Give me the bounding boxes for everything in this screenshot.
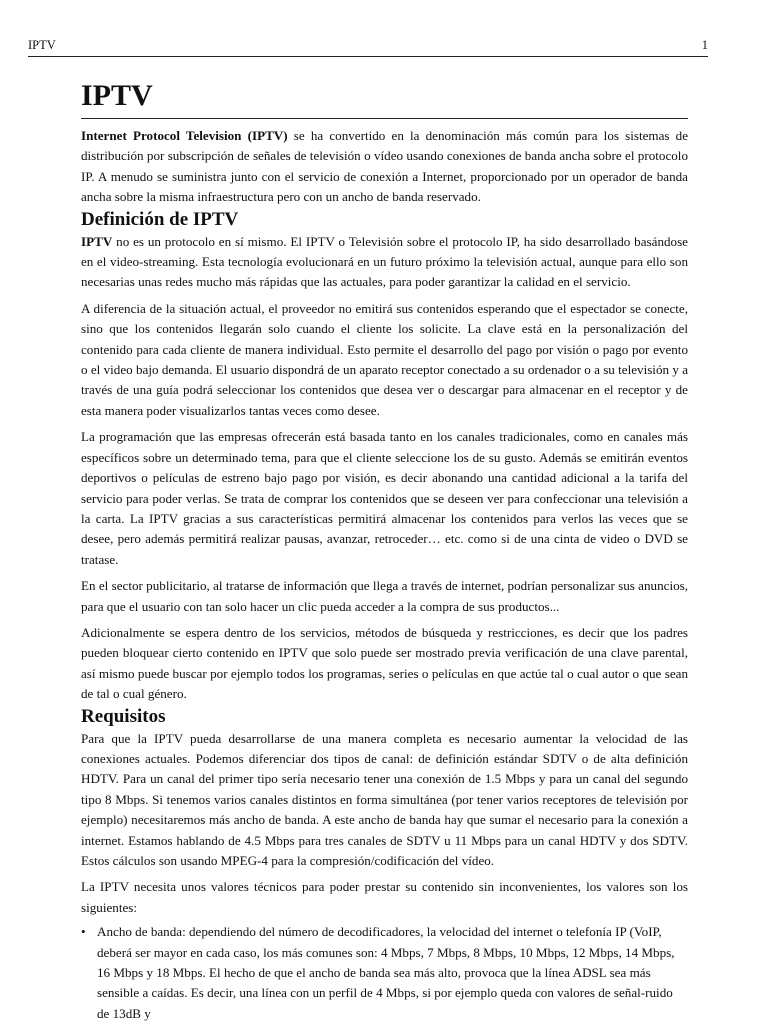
running-header <box>28 38 708 57</box>
intro-paragraph <box>81 126 688 208</box>
definition-bold-term: IPTV <box>81 233 113 249</box>
definition-paragraph-3: La programación que las empresas ofrecerán está basada tanto en los canales tradicionales, como en canales más específicos sobre un determinado tema, para que el cliente seleccione los de su gusto. Además se emitirán eventos deportivos o películas de estreno bajo pago por visión, es decir abonando una cantidad adicional a la tarifa del servicio para poder verlas. Se trata de comprar los contenidos que se deseen ver para confeccionar una televisión a la carta. La IPTV gracias a sus características permitirá almacenar los contenidos para verlos las veces que se desee, pero además permitirá realizar pausas, avanzar, retroceder… etc. como si de una cinta de video o DVD se tratase. <box>81 429 688 567</box>
intro-bold-term: Internet Protocol Television (IPTV) <box>81 128 288 143</box>
definition-paragraph-4: En el sector publicitario, al tratarse de información que llega a través de internet, podrían personalizar sus anuncios, para que el usuario con tan solo hacer un clic pueda acceder a la compra de sus productos... <box>81 578 688 614</box>
definition-paragraph-5: Adicionalmente se espera dentro de los servicios, métodos de búsqueda y restricciones, es decir que los padres pueden bloquear cierto contenido en IPTV que solo puede ser mostrado previa verificación de una clave parental, así mismo puede buscar por ejemplo todos los programas, series o películas en que actúe tal o cual autor o que sean de tal o cual género. <box>81 624 688 702</box>
requirements-paragraph-2: La IPTV necesita unos valores técnicos para poder prestar su contenido sin inconvenientes, los valores son los siguientes: <box>81 879 688 915</box>
requirements-list <box>81 922 688 1024</box>
section-heading-requirements: Requisitos <box>81 705 166 727</box>
intro-text: se ha convertido en la denominación más común para los sistemas de distribución por subscripción de señales de televisión o vídeo usando conexiones de banda ancha sobre el protocolo IP. A menudo se suministra junto con el servicio de conexión a Internet, proporcionado por un operador de banda ancha sobre la misma infraestructura pero con un ancho de banda reservado. <box>81 128 689 205</box>
page-title: IPTV <box>81 74 688 119</box>
list-item-text: Ancho de banda: dependiendo del número de decodificadores, la velocidad del internet o telefonía IP (VoIP, deberá ser mayor en cada caso, los más comunes son: 4 Mbps, 7 Mbps, 8 Mbps, 10 Mbps, 12 Mbps, 14 Mbps, 16 Mbps y 18 Mbps. El hecho de que el ancho de banda sea más alto, provoca que la línea ADSL sea más sensible a caídas. Es decir, una línea con un perfil de 4 Mbps, si por ejemplo queda con valores de señal-ruido de 13dB y <box>97 924 675 1021</box>
definition-paragraph-2: A diferencia de la situación actual, el proveedor no emitirá sus contenidos esperando que el espectador se conecte, sino que los contenidos llegarán solo cuando el cliente los solicite. La clave está en la personalización del contenido para cada cliente de manera individual. Esto permite el desarrollo del pago por visión o pago por evento o el video bajo demanda. El usuario dispondrá de un aparato receptor conectado a su ordenador o a su televisión y a través de una guía podrá seleccionar los contenidos que desea ver o descargar para almacenar en el receptor y de esta manera poder visualizarlos tantas veces como desee. <box>81 300 688 418</box>
section-heading-definition: Definición de IPTV <box>81 208 239 230</box>
page-number: 1 <box>701 38 708 52</box>
bullet-icon: • <box>81 924 86 940</box>
definition-paragraph-1-text: no es un protocolo en sí mismo. El IPTV o Televisión sobre el protocolo IP, ha sido desarrollado basándose en el video-streaming. Esta tecnología evolucionará en un futuro próximo la televisión actual, aunque para ello son necesarias unas redes mucho más rápidas que las actuales, para poder garantizar la calidad en el servicio. <box>81 233 688 290</box>
definition-paragraph-1 <box>81 232 688 293</box>
article-body <box>81 74 688 1024</box>
requirements-paragraph-1: Para que la IPTV pueda desarrollarse de una manera completa es necesario aumentar la velocidad de las conexiones actuales. Podemos diferenciar dos tipos de canal: de definición estándar SDTV o de alta definición HDTV. Para un canal del primer tipo sería necesario tener una conexión de 1.5 Mbps y para un canal del segundo tipo 8 Mbps. Si tenemos varios canales distintos en forma simultánea (por tener varios receptores de televisión por ejemplo) necesitaremos más ancho de banda. A este ancho de banda hay que sumar el necesario para la conexión a internet. Estamos hablando de 4.5 Mbps para tres canales de SDTV u 11 Mbps para un canal HDTV y dos SDTV. Estos cálculos son usando MPEG-4 para la compresión/codificación del vídeo. <box>81 730 688 868</box>
running-header-title: IPTV <box>28 38 56 52</box>
list-item <box>81 922 688 1024</box>
